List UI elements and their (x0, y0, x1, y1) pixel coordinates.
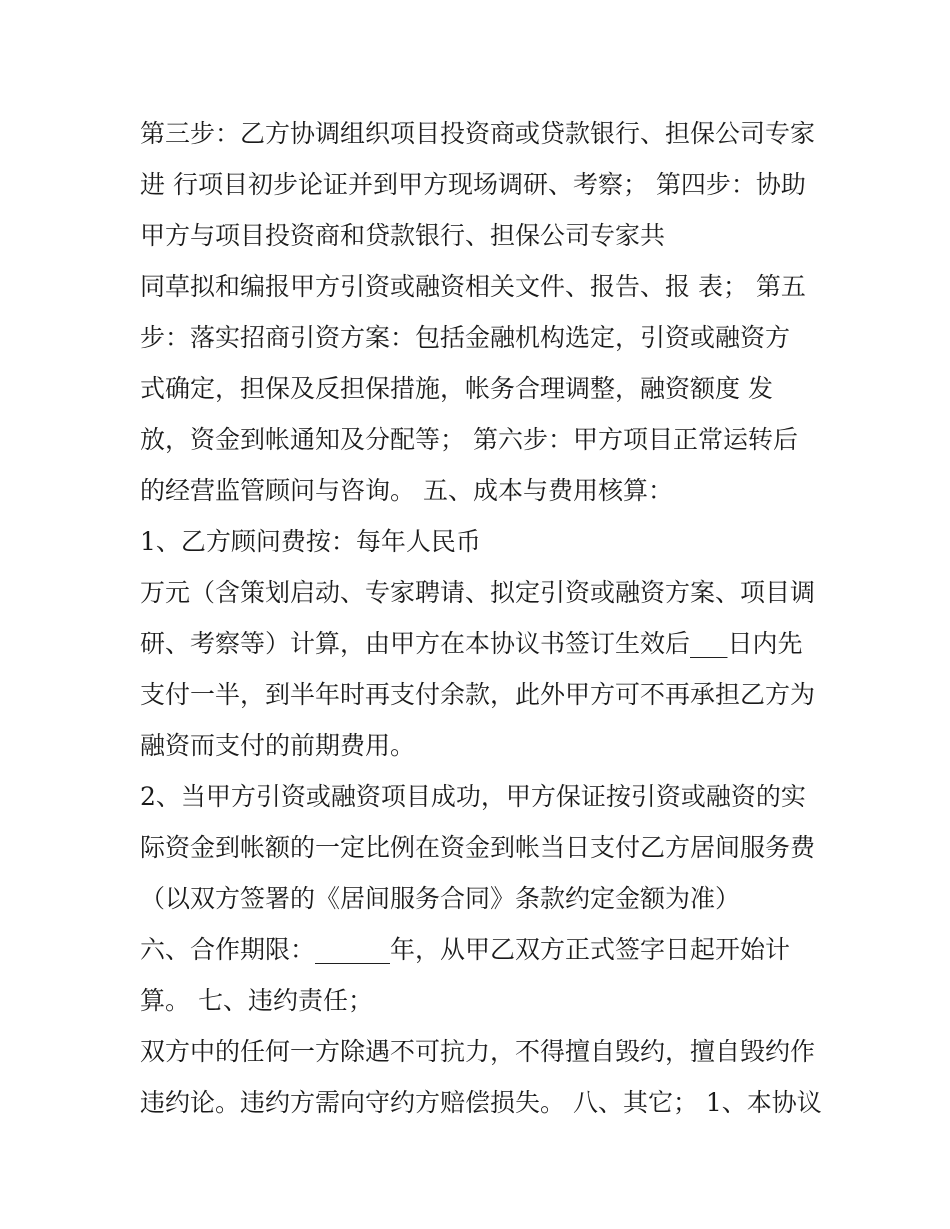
text-line: 融资而支付的前期费用。 (140, 731, 416, 760)
text-line: 六、合作期限：______年，从甲乙双方正式签字日起开始计 (140, 935, 791, 964)
text-line: 1、乙方顾问费按：每年人民币 (140, 527, 481, 556)
text-line: 支付一半，到半年时再支付余款，此外甲方可不再承担乙方为 (140, 680, 816, 709)
text-line: 式确定，担保及反担保措施，帐务合理调整，融资额度 发 (140, 374, 773, 403)
text-line: 步：落实招商引资方案：包括金融机构选定，引资或融资方 (140, 323, 791, 352)
text-line: 算。 七、违约责任； (140, 986, 373, 1015)
text-line: 进 行项目初步论证并到甲方现场调研、考察； 第四步：协助 (140, 170, 806, 199)
text-line: 2、当甲方引资或融资项目成功，甲方保证按引资或融资的实 (140, 782, 806, 811)
text-line: 研、考察等）计算，由甲方在本协议书签订生效后___日内先 (140, 629, 803, 658)
text-line: 双方中的任何一方除遇不可抗力，不得擅自毁约，擅自毁约作 (140, 1037, 816, 1066)
text-line: （以双方签署的《居间服务合同》条款约定金额为准） (140, 884, 741, 913)
text-line: 放，资金到帐通知及分配等； 第六步：甲方项目正常运转后 (140, 425, 798, 454)
text-line: 万元（含策划启动、专家聘请、拟定引资或融资方案、项目调 (140, 578, 816, 607)
text-line: 际资金到帐额的一定比例在资金到帐当日支付乙方居间服务费 (140, 833, 816, 862)
text-line: 同草拟和编报甲方引资或融资相关文件、报告、报 表； 第五 (140, 272, 806, 301)
text-line: 的经营监管顾问与咨询。 五、成本与费用核算： (140, 476, 673, 505)
document-body (140, 108, 830, 1128)
text-line: 第三步：乙方协调组织项目投资商或贷款银行、担保公司专家 (140, 119, 816, 148)
text-line: 甲方与项目投资商和贷款银行、担保公司专家共 (140, 221, 666, 250)
text-line: 违约论。违约方需向守约方赔偿损失。 八、其它； 1、本协议 (140, 1088, 822, 1117)
